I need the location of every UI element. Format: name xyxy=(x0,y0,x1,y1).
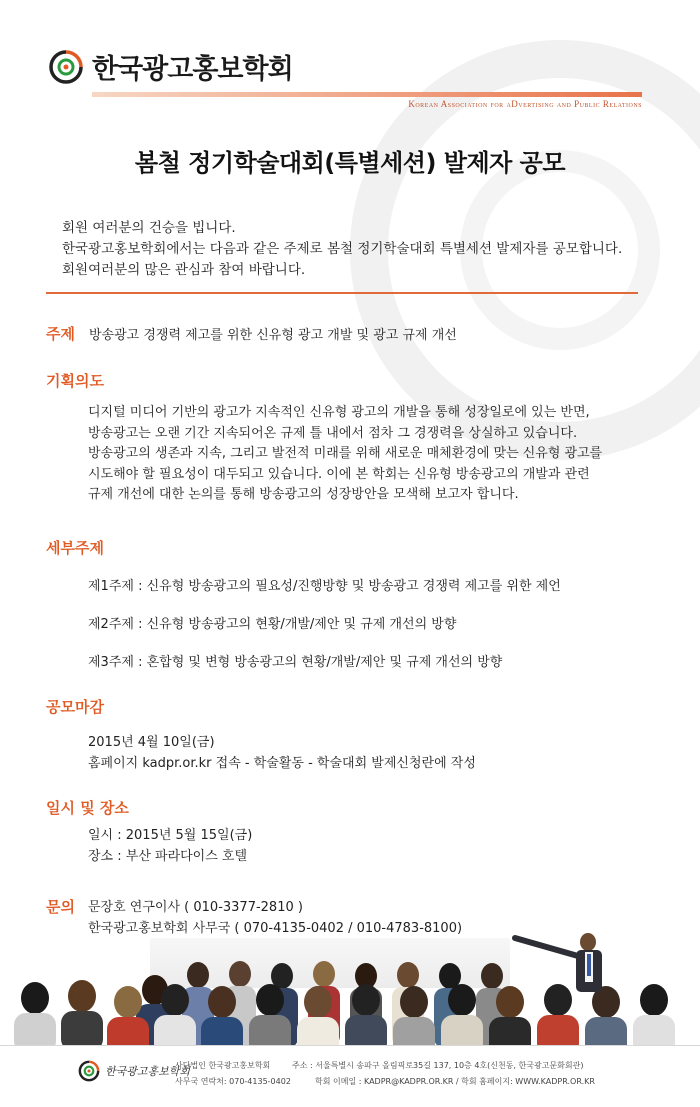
header-subtitle: Korean Association for aDvertising and Public Relations xyxy=(408,99,642,109)
purpose-line: 디지털 미디어 기반의 광고가 지속적인 신유형 광고의 개발을 통해 성장일로에 있는 반면, xyxy=(88,405,590,420)
purpose-line: 시도해야 할 필요성이 대두되고 있습니다. 이에 본 학회는 신유형 방송광고의 개발과 관련 xyxy=(88,466,590,482)
deadline-text xyxy=(88,733,476,774)
audience-silhouettes xyxy=(0,930,700,1045)
intro-line: 회원여러분의 많은 관심과 참여 바랍니다. xyxy=(62,262,306,278)
footer-org: 사단법인 한국광고홍보학회 xyxy=(175,1061,271,1070)
contact-line: 문장호 연구이사 ( 010-3377-2810 ) xyxy=(88,900,303,915)
subtopic-item: 제1주제 : 신유형 방송광고의 필요성/진행방향 및 방송광고 경쟁력 제고를 위한 제언 xyxy=(88,579,561,594)
subtopic-item: 제3주제 : 혼합형 및 변형 방송광고의 현황/개발/제안 및 규제 개선의 방향 xyxy=(88,655,503,670)
topic-row xyxy=(46,323,457,347)
purpose-heading: 기획의도 xyxy=(46,372,104,390)
logo-text: 한국광고홍보학회 xyxy=(92,54,293,85)
footer-logo-text: 한국광고홍보학회 xyxy=(105,1066,191,1078)
purpose-line: 방송광고의 생존과 지속, 그리고 발전적 미래를 위해 새로운 매체환경에 맞는 신유형 광고를 xyxy=(88,446,603,461)
footer-phone: 사무국 연락처: 070-4135-0402 xyxy=(175,1077,291,1086)
page-title: 봄철 정기학술대회(특별세션) 발제자 공모 xyxy=(134,149,566,177)
footer xyxy=(0,1046,700,1107)
logo-emblem-icon xyxy=(48,49,84,85)
intro-paragraph xyxy=(62,218,622,281)
deadline-line: 홈페이지 kadpr.or.kr 접속 - 학술활동 - 학술대회 발제신청란에 작성 xyxy=(88,755,476,771)
section-divider xyxy=(46,292,638,294)
association-logo[interactable] xyxy=(48,47,293,86)
deadline-heading: 공모마감 xyxy=(46,698,104,716)
contact-heading: 문의 xyxy=(46,898,75,916)
header-accent-bar xyxy=(92,92,642,97)
subtopic-item: 제2주제 : 신유형 방송광고의 현황/개발/제안 및 규제 개선의 방향 xyxy=(88,617,457,632)
footer-address: 주소 : 서울특별시 송파구 올림픽로35길 137, 10층 4호(신천동, 한국광고문화회관) xyxy=(292,1061,584,1070)
schedule-heading: 일시 및 장소 xyxy=(46,799,129,817)
footer-email-web[interactable]: 학회 이메일 : KADPR@KADPR.OR.KR / 학회 홈페이지: WWW.KADPR.OR.KR xyxy=(315,1077,595,1086)
purpose-line: 규제 개선에 대한 논의를 통해 방송광고의 성장방안을 모색해 보고자 합니다. xyxy=(88,487,519,502)
footer-logo[interactable] xyxy=(78,1060,190,1082)
intro-line: 한국광고홍보학회에서는 다음과 같은 주제로 봄철 정기학술대회 특별세션 발제자를 공모합니다. xyxy=(62,241,623,257)
topic-heading: 주제 xyxy=(46,325,75,343)
audience-presentation-illustration xyxy=(0,930,700,1045)
intro-line: 회원 여러분의 건승을 빕니다. xyxy=(62,220,236,236)
schedule-line: 장소 : 부산 파라다이스 호텔 xyxy=(88,848,248,864)
purpose-line: 방송광고는 오랜 기간 지속되어온 규제 틀 내에서 점차 그 경쟁력을 상실하고 있습니다. xyxy=(88,425,578,441)
subtopics-heading: 세부주제 xyxy=(46,539,104,557)
purpose-text xyxy=(88,403,602,506)
schedule-text xyxy=(88,826,252,867)
schedule-line: 일시 : 2015년 5월 15일(금) xyxy=(88,828,253,843)
topic-text: 방송광고 경쟁력 제고를 위한 신유형 광고 개발 및 광고 규제 개선 xyxy=(88,328,457,343)
contact-line: 한국광고홍보학회 사무국 ( 070-4135-0402 / 010-4783-8100) xyxy=(88,920,463,936)
presenter-figure xyxy=(515,933,602,992)
deadline-line: 2015년 4월 10일(금) xyxy=(88,735,215,750)
footer-logo-emblem-icon xyxy=(78,1060,100,1082)
